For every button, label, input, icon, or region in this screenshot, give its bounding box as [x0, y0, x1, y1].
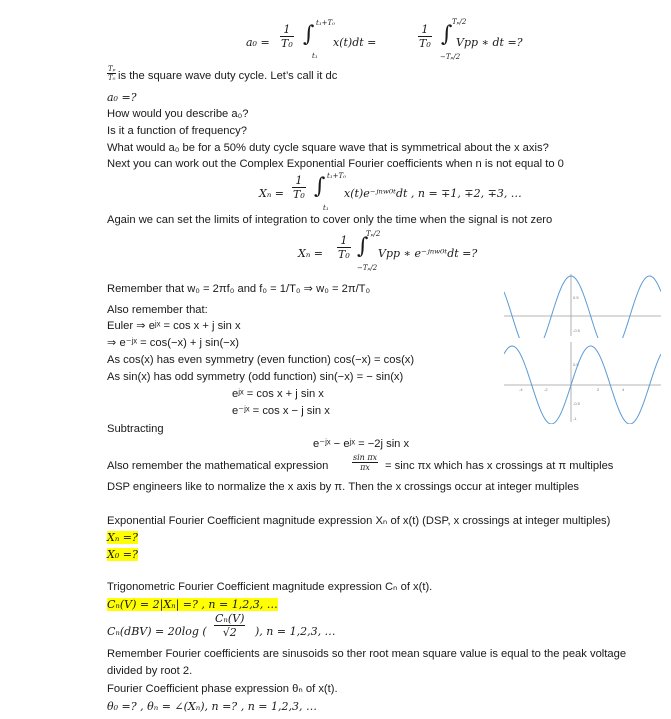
text-subtracting: Subtracting [107, 423, 164, 435]
eq-a0-frac1-num: 1 [280, 23, 294, 37]
eq-xn2-frac [337, 234, 351, 261]
text-sin-odd: As sin(x) has odd symmetry (odd function) sin(−x) = − sin(x) [107, 371, 404, 383]
eq-xn1-lhs: Xₙ = [259, 187, 285, 200]
text-rms-2: divided by root 2. [107, 665, 193, 677]
eq-a0-lhs: a₀ = [246, 36, 270, 49]
text-trig-magnitude: Trigonometric Fourier Coefficient magnitude expression Cₙ of x(t). [107, 581, 433, 593]
text-remember-w0: Remember that w₀ = 2πf₀ and f₀ = 1/T₀ ⇒ w₀ = 2π/T₀ [107, 283, 371, 295]
eq-xn2-lower: −Tₚ/2 [357, 264, 378, 272]
eq-a0-int1-upper: t₁+T₀ [316, 19, 335, 27]
duty-frac [107, 65, 116, 82]
integral-sign: ∫ [314, 174, 326, 199]
duty-frac-num: Tₚ [108, 65, 116, 73]
eq-xn1-body: x(t)e⁻ʲⁿʷ⁰ᵗdt , n = ∓1, ∓2, ∓3, … [344, 187, 522, 200]
integral-sign: ∫ [357, 234, 369, 259]
eq-a0-int1-body: x(t)dt = [333, 36, 377, 49]
text-again-limits: Again we can set the limits of integration to cover only the time when the signal is not zero [107, 214, 553, 226]
sinc-frac-num: sin πx [353, 453, 378, 462]
cndb-frac-num: Cₙ(V) [215, 612, 245, 625]
eq-a0-frac1 [280, 23, 294, 50]
text-duty-cycle: is the square wave duty cycle. Let’s call it dc [118, 70, 338, 82]
sine-plot [504, 340, 661, 424]
eq-xn2-body: Vpp ∗ e⁻ʲⁿʷ⁰ᵗdt =? [378, 247, 478, 260]
eq-a0-int2-lower: −Tₚ/2 [440, 53, 461, 61]
text-xn-highlight: Xₙ =? [107, 531, 138, 544]
cndb-frac [214, 612, 245, 639]
eq-xn2-frac-den: T₀ [338, 248, 350, 261]
text-euler-neg: ⇒ e⁻ʲˣ = cos(−x) + j sin(−x) [107, 337, 240, 349]
eq-xn1-frac [292, 174, 306, 201]
sin-tick-pos: 0.5 [573, 362, 579, 367]
eq-a0-int1-lower: t₁ [312, 52, 318, 60]
eq-a0-frac1-den: T₀ [281, 37, 293, 50]
cndb-frac-den: √2 [222, 626, 237, 639]
eq-a0-frac2-den: T₀ [419, 37, 431, 50]
text-function-frequency: Is it a function of frequency? [107, 125, 247, 137]
text-sinc-pre: Also remember the mathematical expression [107, 460, 329, 472]
text-also-remember: Also remember that: [107, 304, 208, 316]
text-euler: Euler ⇒ eʲˣ = cos x + j sin x [107, 320, 241, 332]
text-sinc-post: = sinc πx which has x crossings at π multiples [385, 460, 614, 472]
text-emjx: e⁻ʲˣ = cos x − j sin x [232, 405, 330, 417]
text-cnv-highlight: Cₙ(V) = 2|Xₙ| =? , n = 1,2,3, … [107, 598, 278, 611]
text-dsp-normalize: DSP engineers like to normalize the x axis by π. Then the x crossings occur at integer multiples [107, 481, 580, 493]
sin-xtick-m2: -2 [544, 387, 548, 392]
cos-tick-pos: 0.5 [573, 295, 579, 300]
sinc-frac-den: πx [360, 463, 370, 472]
text-phase-expr: Fourier Coefficient phase expression θₙ of x(t). [107, 683, 338, 695]
cosine-curve [504, 276, 661, 338]
integral-sign: ∫ [441, 22, 453, 47]
eq-xn1-upper: t₁+T₀ [327, 172, 346, 180]
text-cndb-pre: Cₙ(dBV) = 20log ( [107, 625, 207, 638]
eq-a0-int2-body: Vpp ∗ dt =? [456, 36, 523, 49]
text-a0-question: a₀ =? [107, 91, 137, 104]
eq-xn2-upper: Tₚ/2 [366, 230, 381, 238]
eq-a0-frac2-num: 1 [418, 23, 432, 37]
sinc-frac [352, 453, 378, 472]
text-rms-1: Remember Fourier coefficients are sinusoids so ther root mean square value is equal to the peak voltage [107, 648, 627, 660]
sin-xtick-2: 2 [597, 387, 600, 392]
text-exp-magnitude: Exponential Fourier Coefficient magnitude expression Xₙ of x(t) (DSP, x crossings at integer multiples) [107, 515, 611, 527]
text-ejx: eʲˣ = cos x + j sin x [232, 388, 324, 400]
eq-a0-int2-upper: Tₚ/2 [452, 18, 467, 26]
text-x0-highlight: X₀ =? [107, 548, 138, 561]
sin-xtick-m4: -4 [519, 387, 523, 392]
sin-tick-neg: -0.5 [573, 401, 580, 406]
text-difference: e⁻ʲˣ − eʲˣ = −2j sin x [313, 438, 410, 450]
cos-tick-neg: -0.5 [573, 328, 580, 333]
eq-xn1-frac-den: T₀ [293, 188, 305, 201]
integral-sign: ∫ [303, 22, 315, 47]
eq-a0-frac2 [418, 23, 432, 50]
text-describe-a0: How would you describe a₀? [107, 108, 249, 120]
text-cndb-post: ), n = 1,2,3, … [255, 625, 336, 638]
sin-tick-neg1: -1 [573, 416, 577, 421]
eq-xn1-lower: t₁ [323, 204, 329, 212]
eq-xn2-frac-num: 1 [337, 234, 351, 248]
sin-xtick-4: 4 [622, 387, 625, 392]
text-next-complex: Next you can work out the Complex Exponential Fourier coefficients when n is not equal to 0 [107, 158, 564, 170]
text-cos-even: As cos(x) has even symmetry (even function) cos(−x) = cos(x) [107, 354, 415, 366]
duty-frac-den: T₀ [108, 74, 116, 82]
eq-xn1-frac-num: 1 [292, 174, 306, 188]
cosine-plot [504, 272, 661, 338]
text-50-duty: What would a₀ be for a 50% duty cycle square wave that is symmetrical about the x axis? [107, 142, 549, 154]
text-theta: θ₀ =? , θₙ = ∠(Xₙ), n =? , n = 1,2,3, … [107, 700, 317, 713]
eq-xn2-lhs: Xₙ = [298, 247, 324, 260]
